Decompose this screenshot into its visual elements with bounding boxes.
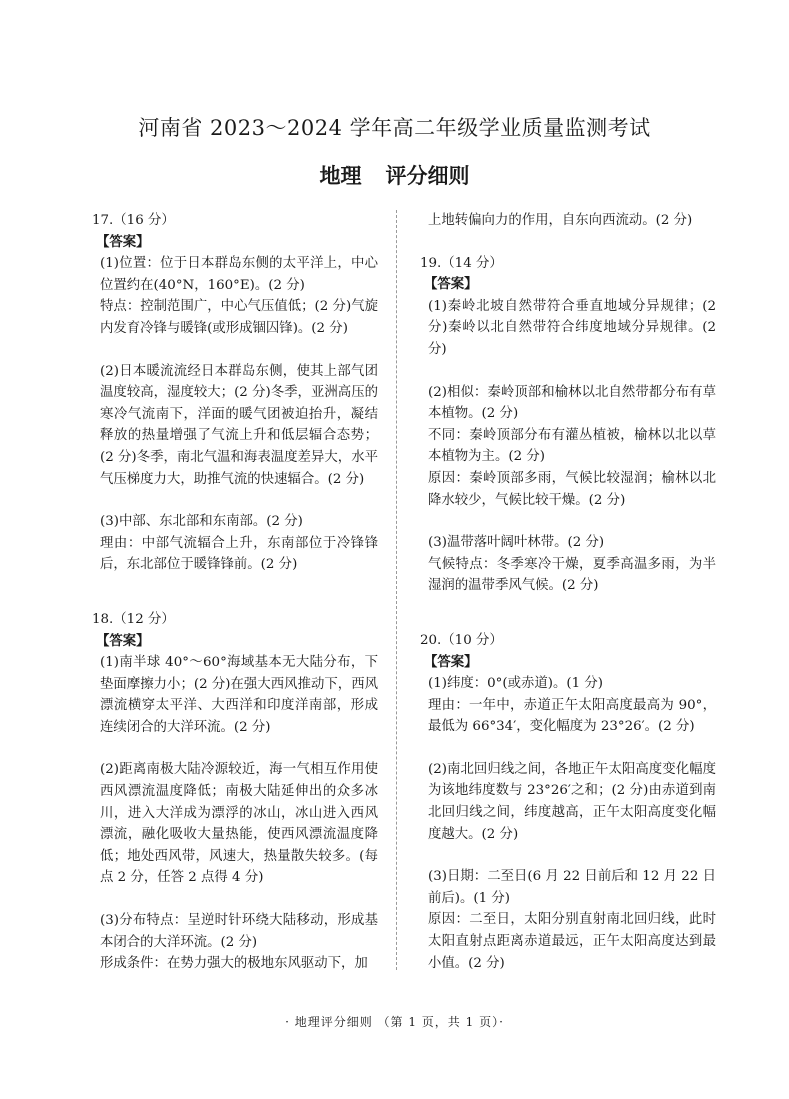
question-19 — [420, 253, 716, 597]
question-20 — [420, 630, 716, 974]
question-number: 19.（14 分） — [420, 255, 503, 271]
answer-paragraph: (2)距离南极大陆冷源较近，海一气相互作用使西风漂流温度降低；南极大陆延伸出的众多冰川，进入大洋成为漂浮的冰山，冰山进入西风漂流，融化吸收大量热能，使西风漂流温度降低；地处西风带，风速大，热量散失较多。(每点 2 分，任答 2 点得 4 分) — [100, 762, 378, 886]
page-footer: · 地理评分细则 （第 1 页，共 1 页）· — [285, 1015, 504, 1029]
question-number: 17.（16 分） — [92, 213, 175, 228]
answer-paragraph: (3)日期：二至日(6 月 22 日前后和 12 月 22 日前后)。(1 分) — [428, 869, 716, 906]
answer-paragraph: (3)中部、东北部和东南部。(2 分) — [100, 514, 303, 530]
answer-paragraph: (2)南北回归线之间，各地正午太阳高度变化幅度为该地纬度数与 23°26′之和；(2 分)由赤道到南北回归线之间，纬度越高，正午太阳高度变化幅度越大。(2 分) — [428, 761, 716, 842]
answer-paragraph: (3)温带落叶阔叶林带。(2 分) — [428, 535, 605, 551]
document-subtitle — [0, 160, 789, 190]
answer-paragraph: 不同：秦岭顶部分布有灌丛植被，榆林以北以草本植物为主。(2 分) — [428, 427, 716, 465]
right-column — [420, 210, 716, 974]
question-18 — [92, 609, 378, 975]
subject-label: 地理 — [319, 163, 362, 188]
answer-paragraph: 原因：秦岭顶部多雨，气候比较湿润；榆林以北降水较少，气候比较干燥。(2 分) — [428, 470, 716, 508]
answer-paragraph: 理由：一年中，赤道正午太阳高度最高为 90°，最低为 66°34′，变化幅度为 23°26′。(2 分) — [428, 697, 716, 735]
answer-label: 【答案】 — [424, 653, 478, 670]
subtitle-label: 评分细则 — [385, 163, 470, 188]
answer-paragraph: (1)位置：位于日本群岛东侧的太平洋上，中心位置约在(40°N，160°E)。(2 分) — [100, 256, 378, 293]
answer-paragraph: (3)分布特点：呈逆时针环绕大陆移动，形成基本闭合的大洋环流。(2 分) — [100, 913, 378, 950]
answer-label: 【答案】 — [96, 233, 150, 250]
answer-label: 【答案】 — [96, 632, 150, 649]
answer-paragraph: 原因：二至日，太阳分别直射南北回归线，此时太阳直射点距离赤道最远，正午太阳高度达到最小值。(2 分) — [428, 912, 716, 971]
answer-paragraph: (2)相似：秦岭顶部和榆林以北自然带都分布有草本植物。(2 分) — [428, 384, 716, 422]
answer-paragraph: 理由：中部气流辐合上升，东南部位于冷锋锋后，东北部位于暖锋锋前。(2 分) — [100, 535, 378, 573]
answer-paragraph: (1)纬度：0°(或赤道)。(1 分) — [428, 676, 603, 692]
answer-paragraph: 气候特点：冬季寒冷干燥，夏季高温多雨，为半湿润的温带季风气候。(2 分) — [428, 556, 716, 594]
answer-label: 【答案】 — [424, 276, 478, 293]
question-number: 20.（10 分） — [420, 632, 503, 648]
answer-paragraph: 形成条件：在势力强大的极地东风驱动下，加 — [100, 956, 368, 972]
answer-paragraph: (2)日本暖流流经日本群岛东侧，使其上部气团温度较高，湿度较大；(2 分)冬季，亚洲高压的寒冷气流南下，洋面的暖气团被迫抬升，凝结释放的热量增强了气流上升和低层辐合态势；(2 分)冬季，南北气温和海表温度差异大，水平气压梯度力大，助推气流的快速辐合。(2 分) — [100, 363, 378, 487]
answer-paragraph: 上地转偏向力的作用，自东向西流动。(2 分) — [428, 213, 693, 228]
left-column — [92, 210, 378, 975]
answer-paragraph: 特点：控制范围广，中心气压值低；(2 分)气旋内发育冷锋与暖锋(或形成锢囚锋)。(2 分) — [100, 299, 378, 336]
answer-paragraph: (1)秦岭北坡自然带符合垂直地域分异规律；(2 分)秦岭以北自然带符合纬度地域分异规律。(2 分) — [428, 298, 716, 357]
question-17 — [92, 210, 378, 576]
question-number: 18.（12 分） — [92, 611, 175, 627]
column-divider — [396, 210, 397, 970]
document-title: 河南省 2023～2024 学年高二年级学业质量监测考试 — [138, 116, 651, 140]
answer-paragraph: (1)南半球 40°～60°海域基本无大陆分布，下垫面摩擦力小；(2 分)在强大西风推动下，西风漂流横穿太平洋、大西洋和印度洋南部，形成连续闭合的大洋环流。(2 分) — [100, 655, 378, 735]
